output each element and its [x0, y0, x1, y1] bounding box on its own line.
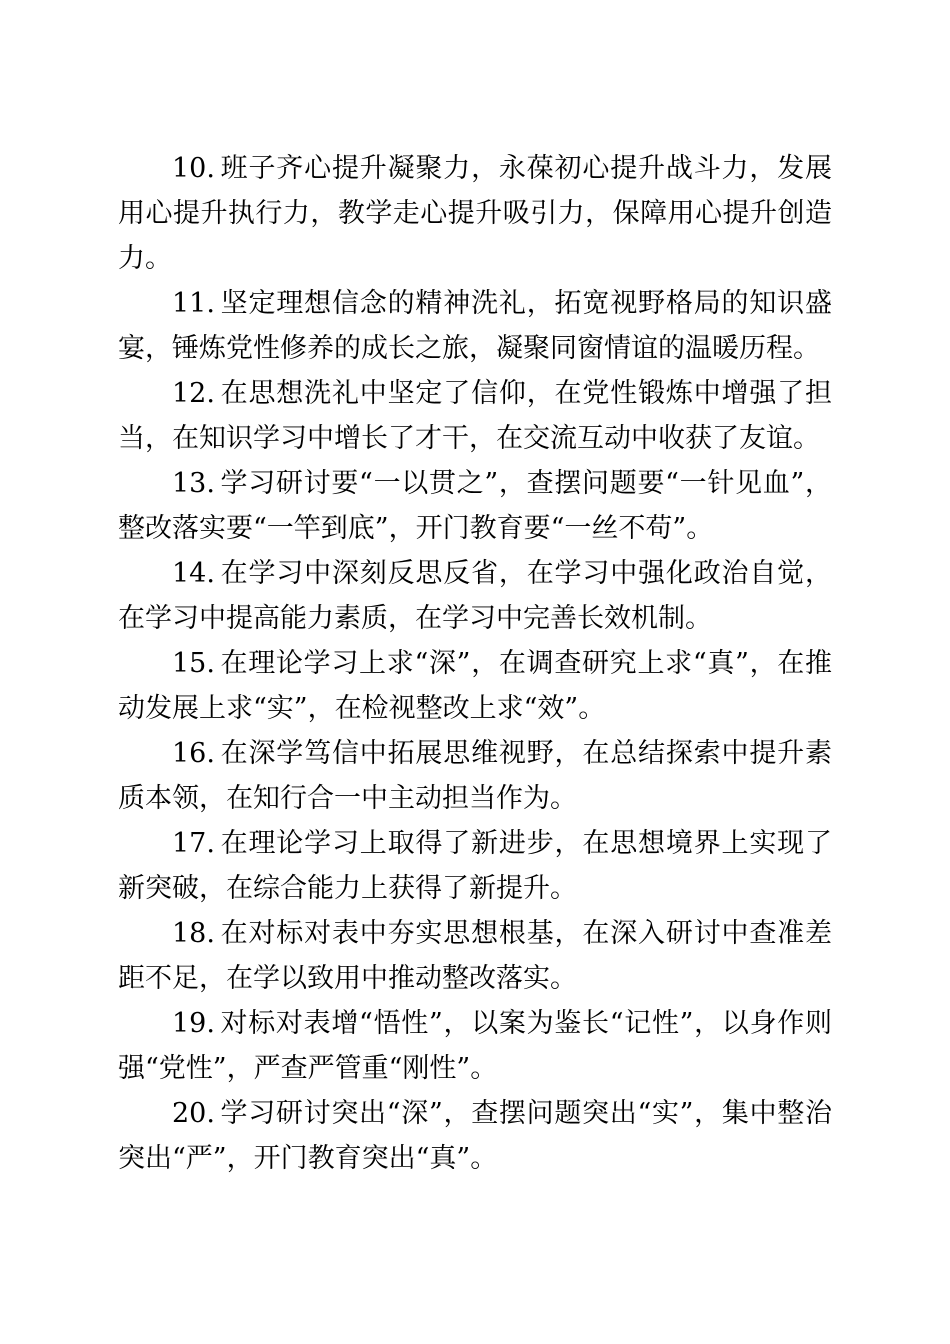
list-item [118, 911, 832, 1001]
item-number: 16. [172, 738, 215, 769]
item-text: 在理论学习上取得了新进步，在思想境界上实现了新突破，在综合能力上获得了新提升。 [118, 828, 832, 904]
item-number: 10. [172, 153, 215, 184]
list-item [118, 641, 832, 731]
item-text: 在对标对表中夯实思想根基，在深入研讨中查准差距不足，在学以致用中推动整改落实。 [118, 918, 832, 994]
item-text: 在学习中深刻反思反省，在学习中强化政治自觉，在学习中提高能力素质，在学习中完善长效机制。 [118, 558, 832, 634]
list-item [118, 1091, 832, 1181]
list-item [118, 731, 832, 821]
item-text: 坚定理想信念的精神洗礼，拓宽视野格局的知识盛宴，锤炼党性修养的成长之旅，凝聚同窗情谊的温暖历程。 [118, 288, 832, 364]
item-number: 15. [172, 648, 215, 679]
item-number: 17. [172, 828, 215, 859]
list-item [118, 281, 832, 371]
item-number: 18. [172, 918, 215, 949]
list-item [118, 146, 832, 281]
document-body [118, 146, 832, 1181]
item-number: 20. [172, 1098, 215, 1129]
item-text: 学习研讨要“一以贯之”，查摆问题要“一针见血”，整改落实要“一竿到底”，开门教育要“一丝不苟”。 [118, 468, 832, 544]
item-number: 13. [172, 468, 215, 499]
list-item [118, 551, 832, 641]
item-text: 班子齐心提升凝聚力，永葆初心提升战斗力，发展用心提升执行力，教学走心提升吸引力，保障用心提升创造力。 [118, 153, 832, 274]
item-text: 在思想洗礼中坚定了信仰，在党性锻炼中增强了担当，在知识学习中增长了才干，在交流互动中收获了友谊。 [118, 378, 832, 454]
item-number: 11. [172, 288, 215, 319]
list-item [118, 821, 832, 911]
item-number: 14. [172, 558, 215, 589]
item-text: 在理论学习上求“深”，在调查研究上求“真”，在推动发展上求“实”，在检视整改上求“效”。 [118, 648, 832, 724]
item-number: 12. [172, 378, 215, 409]
item-number: 19. [172, 1008, 215, 1039]
list-item [118, 461, 832, 551]
item-text: 在深学笃信中拓展思维视野，在总结探索中提升素质本领，在知行合一中主动担当作为。 [118, 738, 832, 814]
list-item [118, 1001, 832, 1091]
item-text: 学习研讨突出“深”，查摆问题突出“实”，集中整治突出“严”，开门教育突出“真”。 [118, 1098, 832, 1174]
item-text: 对标对表增“悟性”，以案为鉴长“记性”，以身作则强“党性”，严查严管重“刚性”。 [118, 1008, 832, 1084]
list-item [118, 371, 832, 461]
